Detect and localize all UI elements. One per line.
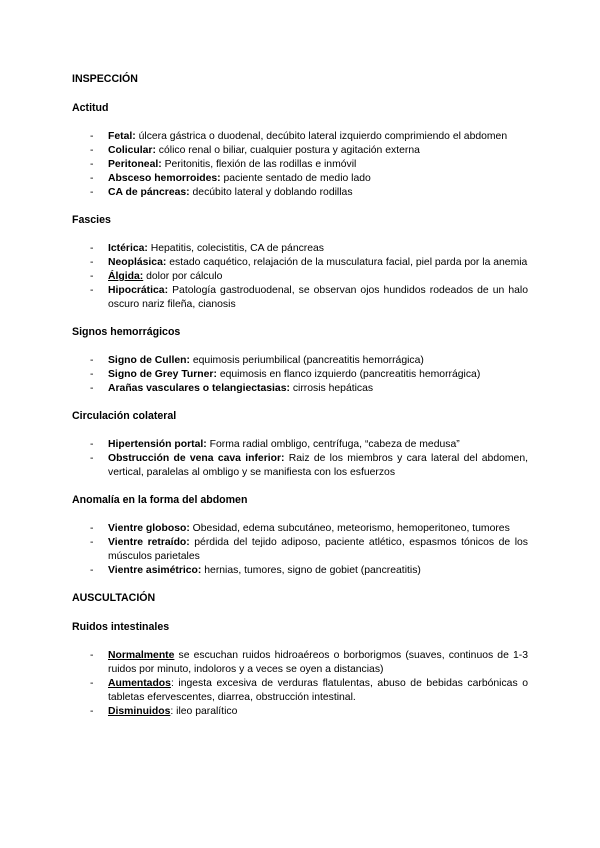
list-item: [72, 242, 528, 256]
list-actitud: [72, 130, 528, 200]
item-text: pérdida del tejido adiposo, paciente atlético, espasmos tónicos de los músculos parietales: [108, 537, 529, 562]
item-text: Forma radial ombligo, centrífuga, “cabeza de medusa”: [206, 439, 460, 450]
item-term: Absceso hemorroides:: [108, 173, 221, 184]
item-term: Colicular:: [108, 145, 156, 156]
list-item: [72, 354, 528, 368]
bullet-dash: -: [90, 145, 94, 156]
bullet-dash: -: [90, 131, 94, 142]
item-text: Peritonitis, flexión de las rodillas e inmóvil: [161, 159, 357, 170]
item-text: : ingesta excesiva de verduras flatulentas, abuso de bebidas carbónicas o tabletas efervescentes, diarrea, obstrucción intestinal.: [108, 678, 528, 703]
heading-inspeccion: INSPECCIÓN: [72, 73, 138, 85]
list-item: [72, 130, 528, 144]
list-item: [72, 522, 528, 536]
list-item: [72, 284, 528, 312]
list-item: [72, 144, 528, 158]
bullet-dash: -: [90, 678, 94, 689]
item-text: Patología gastroduodenal, se observan ojos hundidos rodeados de un halo oscuro nariz fileña, cianosis: [108, 285, 528, 310]
item-term: Ictérica:: [108, 243, 148, 254]
bullet-dash: -: [90, 439, 94, 450]
bullet-dash: -: [90, 355, 94, 366]
bullet-dash: -: [90, 271, 94, 282]
heading-circulacion-colateral: Circulación colateral: [72, 410, 177, 422]
item-text: úlcera gástrica o duodenal, decúbito lateral izquierdo comprimiendo el abdomen: [135, 131, 508, 142]
heading-auscultacion: AUSCULTACIÓN: [72, 592, 156, 604]
list-fascies: [72, 242, 528, 312]
list-item: [72, 158, 528, 172]
list-item: [72, 536, 528, 564]
bullet-dash: -: [90, 243, 94, 254]
item-text: decúbito lateral y doblando rodillas: [189, 187, 353, 198]
item-term: Aumentados: [108, 678, 171, 689]
item-text: equimosis periumbilical (pancreatitis hemorrágica): [189, 355, 424, 366]
bullet-dash: -: [90, 369, 94, 380]
bullet-dash: -: [90, 159, 94, 170]
list-item: [72, 438, 528, 452]
item-term: Vientre asimétrico:: [108, 565, 202, 576]
item-text: cólico renal o biliar, cualquier postura y agitación externa: [155, 145, 420, 156]
heading-actitud: Actitud: [72, 102, 109, 114]
list-signos-hemorragicos: [72, 354, 528, 396]
item-text: Hepatitis, colecistitis, CA de páncreas: [147, 243, 325, 254]
item-text: : ileo paralítico: [170, 706, 238, 717]
item-text: hernias, tumores, signo de gobiet (pancreatitis): [201, 565, 421, 576]
heading-anomalia-forma-abdomen: Anomalía en la forma del abdomen: [72, 494, 248, 506]
heading-signos-hemorragicos: Signos hemorrágicos: [72, 326, 181, 338]
heading-fascies: Fascies: [72, 214, 111, 226]
item-text: paciente sentado de medio lado: [220, 173, 371, 184]
bullet-dash: -: [90, 706, 94, 717]
bullet-dash: -: [90, 173, 94, 184]
item-term: Disminuidos: [108, 706, 171, 717]
bullet-dash: -: [90, 650, 94, 661]
item-term: Normalmente: [108, 650, 175, 661]
bullet-dash: -: [90, 537, 94, 548]
item-term: Signo de Grey Turner:: [108, 369, 217, 380]
item-term: Obstrucción de vena cava inferior:: [108, 453, 285, 464]
item-term: Fetal:: [108, 131, 136, 142]
list-anomalia-forma-abdomen: [72, 522, 528, 578]
item-text: se escuchan ruidos hidroaéreos o borborigmos (suaves, continuos de 1-3 ruidos por minuto, indoloros y a veces se oyen a distancias): [108, 650, 528, 675]
bullet-dash: -: [90, 187, 94, 198]
bullet-dash: -: [90, 285, 94, 296]
item-term: Hipertensión portal:: [108, 439, 207, 450]
item-term: Vientre retraído:: [108, 537, 190, 548]
item-term: Peritoneal:: [108, 159, 162, 170]
item-text: estado caquético, relajación de la musculatura facial, piel parda por la anemia: [166, 257, 528, 268]
item-term: Arañas vasculares o telangiectasias:: [108, 383, 290, 394]
list-item: [72, 452, 528, 480]
item-term: Vientre globoso:: [108, 523, 190, 534]
bullet-dash: -: [90, 257, 94, 268]
list-item: [72, 677, 528, 705]
item-term: CA de páncreas:: [108, 187, 190, 198]
bullet-dash: -: [90, 523, 94, 534]
item-term: Hipocrática:: [108, 285, 169, 296]
list-item: [72, 256, 528, 270]
item-text: Raiz de los miembros y cara lateral del abdomen, vertical, paralelas al ombligo y se manifiesta con los esfuerzos: [108, 453, 528, 478]
bullet-dash: -: [90, 383, 94, 394]
item-term: Neoplásica:: [108, 257, 167, 268]
list-item: [72, 186, 528, 200]
item-term: Signo de Cullen:: [108, 355, 190, 366]
list-item: [72, 382, 528, 396]
list-item: [72, 705, 528, 719]
list-ruidos-intestinales: [72, 649, 528, 719]
list-item: [72, 564, 528, 578]
item-text: dolor por cálculo: [143, 271, 223, 282]
list-item: [72, 368, 528, 382]
document-page: [72, 72, 528, 732]
item-term: Álgida:: [108, 271, 144, 282]
item-text: Obesidad, edema subcutáneo, meteorismo, hemoperitoneo, tumores: [189, 523, 510, 534]
bullet-dash: -: [90, 453, 94, 464]
bullet-dash: -: [90, 565, 94, 576]
list-item: [72, 172, 528, 186]
item-text: cirrosis hepáticas: [289, 383, 374, 394]
heading-ruidos-intestinales: Ruidos intestinales: [72, 621, 170, 633]
list-item: [72, 649, 528, 677]
item-text: equimosis en flanco izquierdo (pancreatitis hemorrágica): [216, 369, 481, 380]
list-circulacion-colateral: [72, 438, 528, 480]
list-item: [72, 270, 528, 284]
